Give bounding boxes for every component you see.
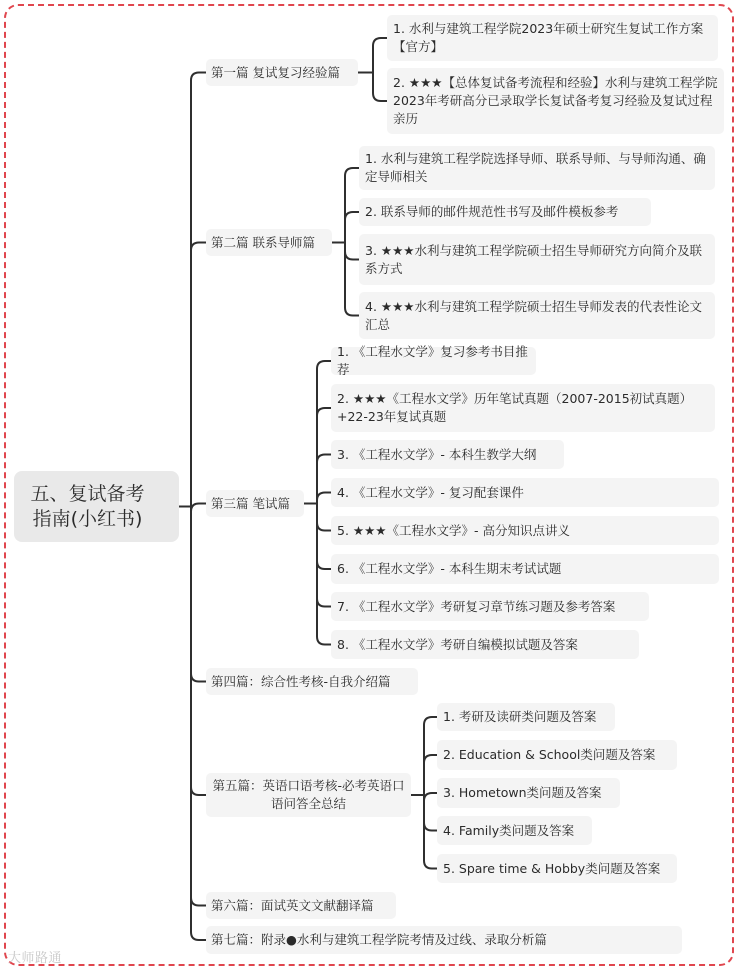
item-node-5-4-label: 4. Family类问题及答案 bbox=[443, 822, 575, 838]
item-node-3-4[interactable] bbox=[331, 478, 719, 507]
connector-line bbox=[191, 507, 206, 941]
section-node-2-label: 第二篇 联系导师篇 bbox=[211, 234, 315, 250]
connector-line bbox=[345, 243, 359, 316]
root-topic[interactable] bbox=[14, 471, 179, 542]
connector-line bbox=[317, 504, 331, 607]
section-node-4[interactable] bbox=[206, 668, 418, 695]
item-node-5-5[interactable] bbox=[437, 854, 677, 883]
connector-line bbox=[345, 168, 359, 243]
item-node-2-4-label: 4. ★★★水利与建筑工程学院硕士招生导师发表的代表性论文汇总 bbox=[365, 298, 703, 332]
connector-line bbox=[317, 493, 331, 504]
connector-line bbox=[317, 504, 331, 645]
connector-line bbox=[424, 793, 437, 801]
section-node-6-label: 第六篇：面试英文文献翻译篇 bbox=[211, 897, 374, 913]
item-node-5-1-label: 1. 考研及读研类问题及答案 bbox=[443, 709, 597, 724]
connector-line bbox=[191, 243, 206, 507]
item-node-3-6[interactable] bbox=[331, 554, 719, 584]
connector-line bbox=[191, 504, 206, 512]
item-node-3-5[interactable] bbox=[331, 516, 719, 545]
item-node-1-1[interactable] bbox=[387, 15, 718, 61]
section-node-5-label: 第五篇：英语口语考核-必考英语口语问答全总结 bbox=[212, 778, 405, 811]
connector-line bbox=[317, 504, 331, 531]
connector-line bbox=[424, 795, 437, 869]
connector-line bbox=[191, 507, 206, 906]
connector-line bbox=[345, 212, 359, 243]
item-node-3-2-label: 2. ★★★《工程水文学》历年笔试真题（2007-2015初试真题）+22-23年复试真题 bbox=[337, 391, 693, 424]
root-topic-label: 五、复试备考指南(小红书) bbox=[30, 482, 145, 530]
item-node-3-5-label: 5. ★★★《工程水文学》- 高分知识点讲义 bbox=[337, 522, 571, 538]
section-node-3[interactable] bbox=[206, 490, 304, 517]
section-node-4-label: 第四篇：综合性考核-自我介绍篇 bbox=[211, 673, 391, 689]
item-node-3-3-label: 3. 《工程水文学》- 本科生教学大纲 bbox=[337, 446, 537, 462]
section-node-2[interactable] bbox=[206, 229, 332, 256]
item-node-2-1[interactable] bbox=[359, 146, 715, 190]
watermark: 大师路通 bbox=[8, 951, 63, 966]
item-node-3-7-label: 7. 《工程水文学》考研复习章节练习题及参考答案 bbox=[337, 598, 616, 614]
connector-line bbox=[424, 755, 437, 795]
item-node-3-3[interactable] bbox=[331, 440, 564, 469]
item-node-5-3-label: 3. Hometown类问题及答案 bbox=[443, 785, 602, 800]
item-node-1-2[interactable] bbox=[387, 68, 724, 134]
section-node-1[interactable] bbox=[206, 59, 358, 86]
item-node-3-1-label: 1. 《工程水文学》复习参考书目推荐 bbox=[337, 344, 528, 377]
item-node-3-8-label: 8. 《工程水文学》考研自编模拟试题及答案 bbox=[337, 636, 578, 652]
section-node-7[interactable] bbox=[206, 926, 682, 954]
item-node-5-4[interactable] bbox=[437, 816, 592, 845]
item-node-3-2[interactable] bbox=[331, 384, 715, 432]
connector-line bbox=[317, 455, 331, 504]
section-node-3-label: 第三篇 笔试篇 bbox=[211, 495, 290, 511]
section-node-7-label: 第七篇：附录●水利与建筑工程学院考情及过线、录取分析篇 bbox=[211, 932, 547, 947]
connector-line bbox=[317, 504, 331, 570]
section-node-6[interactable] bbox=[206, 892, 396, 919]
item-node-1-1-label: 1. 水利与建筑工程学院2023年硕士研究生复试工作方案【官方】 bbox=[393, 21, 704, 54]
item-node-2-2-label: 2. 联系导师的邮件规范性书写及邮件模板参考 bbox=[365, 204, 619, 219]
connector-line bbox=[191, 507, 206, 682]
item-node-3-1[interactable] bbox=[331, 344, 536, 377]
item-node-3-8[interactable] bbox=[331, 630, 639, 659]
item-node-5-1[interactable] bbox=[437, 703, 615, 731]
connector-line bbox=[424, 795, 437, 831]
item-node-3-4-label: 4. 《工程水文学》- 复习配套课件 bbox=[337, 484, 524, 500]
item-node-5-5-label: 5. Spare time & Hobby类问题及答案 bbox=[443, 860, 661, 876]
item-node-2-3[interactable] bbox=[359, 234, 715, 285]
item-node-2-4[interactable] bbox=[359, 292, 715, 339]
item-node-3-7[interactable] bbox=[331, 592, 649, 621]
connector-line bbox=[317, 361, 331, 504]
item-node-2-1-label: 1. 水利与建筑工程学院选择导师、联系导师、与导师沟通、确定导师相关 bbox=[365, 151, 706, 184]
connector-line bbox=[191, 73, 206, 507]
connector-line bbox=[345, 243, 359, 260]
section-node-5[interactable] bbox=[206, 773, 411, 817]
connector-line bbox=[373, 38, 387, 73]
item-node-3-6-label: 6. 《工程水文学》- 本科生期末考试试题 bbox=[337, 561, 562, 576]
item-node-2-2[interactable] bbox=[359, 198, 651, 226]
connector-line bbox=[373, 73, 387, 102]
item-node-5-3[interactable] bbox=[437, 778, 620, 808]
item-node-5-2[interactable] bbox=[437, 740, 677, 770]
connector-line bbox=[191, 507, 206, 796]
item-node-1-2-label: 2. ★★★【总体复试备考流程和经验】水利与建筑工程学院2023年考研高分已录取学长复试备考复习经验及复试过程亲历 bbox=[393, 75, 718, 126]
section-node-1-label: 第一篇 复试复习经验篇 bbox=[211, 64, 340, 80]
item-node-5-2-label: 2. Education & School类问题及答案 bbox=[443, 747, 656, 762]
item-node-2-3-label: 3. ★★★水利与建筑工程学院硕士招生导师研究方向简介及联系方式 bbox=[365, 242, 703, 276]
